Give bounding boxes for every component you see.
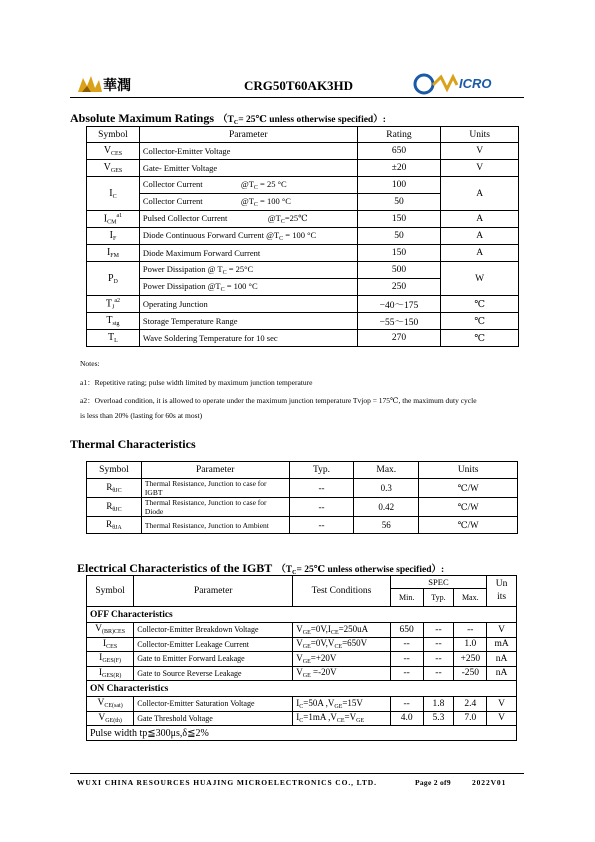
elec-condition: [276, 565, 444, 575]
elec-symbol: $V_{CE(sat)}$: [87, 697, 134, 712]
amr-parameter: Diode Maximum Forward Current: [139, 245, 357, 262]
amr-rating: 270: [357, 330, 441, 347]
amr-symbol: $T_L$: [87, 330, 140, 347]
elec-symbol: $V_{GE(th)}$: [87, 711, 134, 726]
elec-test-condition: $V_{GE}=0V,V_{CE}=650V$: [293, 637, 390, 652]
thermal-symbol: $R_{\theta JA}$: [87, 517, 142, 534]
amr-condition-rest: = 25℃ unless otherwise specified）:: [238, 115, 386, 125]
elec-title: Electrical Characteristics of the IGBT: [77, 561, 273, 575]
amr-parameter: Diode Continuous Forward Current $@T_C = 100$ °C: [139, 228, 357, 245]
thermal-unit: ℃/W: [419, 498, 518, 517]
amr-parameter: Power Dissipation @ $T_C = 25^\circ C$: [139, 262, 357, 279]
header-rule: [70, 97, 524, 98]
footer-rule: [70, 773, 524, 774]
elec-max: 7.0: [454, 711, 487, 726]
table-row: [87, 296, 519, 313]
amr-rating: −40～175: [357, 296, 441, 313]
elec-symbol: $I_{GES(R)}$: [87, 666, 134, 681]
elec-parameter: Gate Threshold Voltage: [134, 711, 293, 726]
amr-parameter: Collector Current $@T_C = 25$ °C: [139, 177, 357, 194]
amr-rating: −55～150: [357, 313, 441, 330]
table-row: [87, 517, 518, 534]
elec-typ: --: [423, 652, 454, 667]
elec-h-typ: Typ.: [423, 589, 454, 607]
elec-max: 2.4: [454, 697, 487, 712]
thermal-max: 56: [354, 517, 419, 534]
elec-parameter: Collector-Emitter Breakdown Voltage: [134, 623, 293, 638]
elec-parameter: Gate to Source Reverse Leakage: [134, 666, 293, 681]
elec-symbol: $I_{GES(F)}$: [87, 652, 134, 667]
table-row: [87, 262, 519, 279]
amr-symbol: $V_{CES}$: [87, 143, 140, 160]
amr-rating: 100: [357, 177, 441, 194]
thermal-typ: --: [289, 498, 354, 517]
table-row: [87, 245, 519, 262]
elec-max: --: [454, 623, 487, 638]
table-row: [87, 697, 517, 712]
elec-h-min: Min.: [390, 589, 423, 607]
footer-company: WUXI CHINA RESOURCES HUAJING MICROELECTRONICS CO., LTD.: [77, 778, 377, 787]
elec-typ: --: [423, 637, 454, 652]
elec-test-condition: $V_{GE} =-20V$: [293, 666, 390, 681]
amr-symbol: $P_D$: [87, 262, 140, 296]
thermal-typ: --: [289, 479, 354, 498]
elec-unit: mA: [487, 637, 517, 652]
thermal-title: Thermal Characteristics: [70, 437, 196, 451]
amr-unit: W: [441, 262, 519, 296]
footer-version: 2022V01: [472, 778, 507, 787]
table-row: [87, 666, 517, 681]
table-row: [87, 160, 519, 177]
thermal-max: 0.42: [354, 498, 419, 517]
amr-unit: ℃: [441, 296, 519, 313]
amr-parameter: Collector Current $@T_C = 100$ °C: [139, 194, 357, 211]
thermal-symbol: $R_{\theta JC}$: [87, 479, 142, 498]
elec-unit: nA: [487, 652, 517, 667]
footer-page: Page 2 of9: [415, 778, 451, 787]
elec-unit: V: [487, 623, 517, 638]
amr-parameter: Wave Soldering Temperature for 10 sec: [139, 330, 357, 347]
amr-parameter: Storage Temperature Range: [139, 313, 357, 330]
table-row: [87, 330, 519, 347]
elec-condition-rest: = 25℃ unless otherwise specified）:: [296, 565, 445, 575]
thermal-max: 0.3: [354, 479, 419, 498]
thermal-parameter: Thermal Resistance, Junction to case for Diode: [141, 498, 289, 517]
amr-condition: [218, 115, 386, 125]
elec-typ: 1.8: [423, 697, 454, 712]
elec-min: --: [390, 652, 423, 667]
amr-unit: V: [441, 143, 519, 160]
amr-rating: 650: [357, 143, 441, 160]
amr-unit: ℃: [441, 330, 519, 347]
amr-title-row: [70, 109, 386, 127]
elec-min: --: [390, 637, 423, 652]
company-logo-right: [413, 73, 513, 95]
amr-table: [86, 126, 519, 347]
logo-right-visible: ICRO: [459, 76, 492, 91]
note-a2-line2: is less than 20% (lasting for 60s at most): [80, 411, 203, 420]
elec-max: +250: [454, 652, 487, 667]
amr-symbol: $I_F$: [87, 228, 140, 245]
table-row: [87, 498, 518, 517]
amr-unit: A: [441, 211, 519, 228]
elec-test-condition: $V_{GE}=+20V$: [293, 652, 390, 667]
amr-rating: 50: [357, 194, 441, 211]
pulse-note: Pulse width tp≦300μs,δ≦2%: [87, 726, 517, 741]
thermal-typ: --: [289, 517, 354, 534]
table-row: [87, 652, 517, 667]
table-row: [87, 711, 517, 726]
amr-symbol: $I_C$: [87, 177, 140, 211]
note-a2-line1: a2：Overload condition, it is allowed to operate under the maximum junction temperature Tvjop = 175℃, the maximum duty cycle: [80, 396, 477, 405]
thermal-header-units: Units: [419, 462, 518, 479]
amr-header-symbol: Symbol: [87, 127, 140, 143]
amr-unit: V: [441, 160, 519, 177]
thermal-unit: ℃/W: [419, 517, 518, 534]
amr-parameter: Collector-Emitter Voltage: [139, 143, 357, 160]
elec-symbol: $V_{(BR)CES}$: [87, 623, 134, 638]
part-number: CRG50T60AK3HD: [244, 78, 354, 93]
thermal-symbol: $R_{\theta JC}$: [87, 498, 142, 517]
elec-condition-prefix: （T: [276, 565, 293, 575]
table-row: [87, 623, 517, 638]
amr-symbol: $I_{FM}$: [87, 245, 140, 262]
amr-header-parameter: Parameter: [139, 127, 357, 143]
amr-rating: 250: [357, 279, 441, 296]
thermal-header-max: Max.: [354, 462, 419, 479]
elec-parameter: Collector-Emitter Saturation Voltage: [134, 697, 293, 712]
elec-h-spec: SPEC: [390, 576, 486, 589]
amr-parameter: Pulsed Collector Current $@T_C=25℃$: [139, 211, 357, 228]
elec-typ: 5.3: [423, 711, 454, 726]
amr-header-rating: Rating: [357, 127, 441, 143]
amr-rating: 500: [357, 262, 441, 279]
amr-rating: 50: [357, 228, 441, 245]
footer: [77, 778, 517, 787]
amr-parameter: Operating Junction: [139, 296, 357, 313]
amr-symbol: $V_{GES}$: [87, 160, 140, 177]
elec-test-condition: $I_C=50A$ $,V_{GE}=15V$: [293, 697, 390, 712]
elec-min: 650: [390, 623, 423, 638]
thermal-header-typ: Typ.: [289, 462, 354, 479]
amr-condition-sub: C: [233, 120, 239, 126]
table-row: [87, 211, 519, 228]
elec-symbol: $I_{CES}$: [87, 637, 134, 652]
amr-symbol: $I_{CM}^{a1}$: [87, 211, 140, 228]
amr-unit: A: [441, 228, 519, 245]
elec-parameter: Gate to Emitter Forward Leakage: [134, 652, 293, 667]
elec-condition-sub: C: [292, 570, 297, 576]
thermal-parameter: Thermal Resistance, Junction to case for IGBT: [141, 479, 289, 498]
table-row: [87, 177, 519, 194]
table-row: [87, 479, 518, 498]
elec-h-symbol: Symbol: [87, 576, 134, 607]
amr-unit: A: [441, 245, 519, 262]
elec-h-units: [487, 576, 517, 607]
on-section-label: ON Characteristics: [87, 681, 517, 697]
elec-min: --: [390, 697, 423, 712]
amr-symbol: $T_{stg}$: [87, 313, 140, 330]
elec-test-condition: $I_C=1mA$ $,V_{CE}=V_{GE}$: [293, 711, 390, 726]
elec-table: [86, 575, 517, 741]
elec-max: 1.0: [454, 637, 487, 652]
amr-condition-prefix: （T: [218, 115, 234, 125]
amr-rating: ±20: [357, 160, 441, 177]
amr-parameter: Gate- Emitter Voltage: [139, 160, 357, 177]
thermal-header-parameter: Parameter: [141, 462, 289, 479]
elec-min: --: [390, 666, 423, 681]
logo-left-text: 華潤: [103, 78, 131, 94]
elec-unit: V: [487, 697, 517, 712]
table-row: [87, 637, 517, 652]
elec-h-units-1: Un: [495, 579, 508, 589]
thermal-parameter: Thermal Resistance, Junction to Ambient: [141, 517, 289, 534]
amr-title: Absolute Maximum Ratings: [70, 111, 215, 125]
elec-typ: --: [423, 666, 454, 681]
thermal-unit: ℃/W: [419, 479, 518, 498]
company-logo-left: [78, 74, 138, 94]
table-row: [87, 228, 519, 245]
amr-header-units: Units: [441, 127, 519, 143]
amr-unit: A: [441, 177, 519, 211]
amr-rating: 150: [357, 211, 441, 228]
elec-min: 4.0: [390, 711, 423, 726]
notes-label: Notes:: [80, 359, 100, 368]
amr-unit: ℃: [441, 313, 519, 330]
off-section-label: OFF Characteristics: [87, 607, 517, 623]
elec-h-max: Max.: [454, 589, 487, 607]
elec-unit: V: [487, 711, 517, 726]
elec-parameter: Collector-Emitter Leakage Current: [134, 637, 293, 652]
elec-h-test: Test Conditions: [293, 576, 390, 607]
thermal-table: [86, 461, 518, 534]
elec-test-condition: $V_{GE}=0V,I_{CE}=250uA$: [293, 623, 390, 638]
note-a1: a1：Repetitive rating; pulse width limited by maximum junction temperature: [80, 378, 313, 387]
elec-h-param: Parameter: [134, 576, 293, 607]
amr-rating: 150: [357, 245, 441, 262]
amr-symbol: $T_J^{a2}$: [87, 296, 140, 313]
thermal-header-symbol: Symbol: [87, 462, 142, 479]
elec-max: -250: [454, 666, 487, 681]
table-row: [87, 313, 519, 330]
elec-h-units-2: its: [497, 592, 507, 602]
table-row: [87, 143, 519, 160]
amr-parameter: Power Dissipation $@T_C = 100$ °C: [139, 279, 357, 296]
elec-unit: nA: [487, 666, 517, 681]
elec-typ: --: [423, 623, 454, 638]
